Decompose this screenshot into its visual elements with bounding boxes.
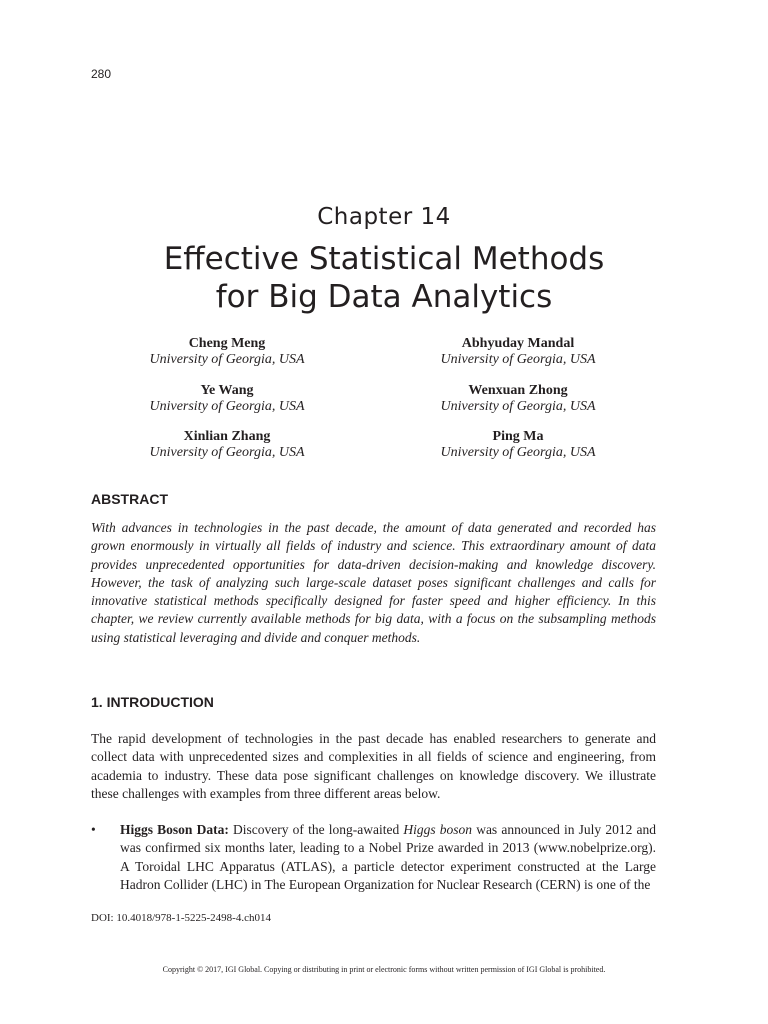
introduction-paragraph: The rapid development of technologies in the past decade has enabled researchers to generate and collect data with unprecedented sizes and complexities in all fields of science and engineering, from academia to industry. These data pose significant challenges on knowledge discovery. We illustrate these challenges with examples from three different areas below. (91, 731, 656, 801)
chapter-title-line: Effective Statistical Methods (163, 241, 605, 277)
page-number: 280 (91, 67, 112, 81)
author-affiliation: University of Georgia, USA (149, 399, 305, 414)
bullet-text-before: Discovery of the long-awaited (228, 822, 404, 837)
chapter-title-line: for Big Data Analytics (215, 279, 553, 315)
author-block (368, 336, 668, 368)
bullet-lead: Higgs Boson Data: (120, 822, 229, 837)
author-affiliation: University of Georgia, USA (440, 399, 596, 414)
author-block (77, 336, 377, 368)
introduction-heading: 1. INTRODUCTION (91, 694, 214, 710)
author-affiliation: University of Georgia, USA (149, 445, 305, 460)
bullet-symbol: • (91, 822, 96, 837)
author-block (368, 429, 668, 461)
author-name: Cheng Meng (188, 336, 266, 351)
author-name: Abhyuday Mandal (461, 336, 575, 351)
author-name: Wenxuan Zhong (468, 383, 568, 398)
bullet-emphasis: Higgs boson (403, 822, 473, 837)
author-block (77, 429, 377, 461)
bullet-item (91, 821, 656, 894)
author-block (77, 383, 377, 415)
chapter-label: Chapter 14 (317, 204, 451, 230)
copyright-notice: Copyright © 2017, IGI Global. Copying or distributing in print or electronic forms without written permission of IGI Global is prohibited. (162, 965, 606, 974)
abstract-text: With advances in technologies in the past decade, the amount of data generated and recorded has grown enormously in virtually all fields of industry and science. This extraordinary amount of data provides unprecedented opportunities for data-driven decision-making and knowledge discovery. However, the task of analyzing such large-scale dataset poses significant challenges and calls for innovative statistical methods specifically designed for faster speed and higher efficiency. In this chapter, we review currently available methods for big data, with a focus on the subsampling methods using statistical leveraging and divide and conquer methods. (91, 520, 656, 645)
abstract-heading: ABSTRACT (91, 491, 168, 507)
author-name: Ping Ma (492, 429, 544, 444)
author-block (368, 383, 668, 415)
chapter-title (0, 240, 768, 316)
author-name: Xinlian Zhang (183, 429, 271, 444)
doi: DOI: 10.4018/978-1-5225-2498-4.ch014 (91, 912, 271, 924)
author-name: Ye Wang (200, 383, 254, 398)
author-affiliation: University of Georgia, USA (149, 352, 305, 367)
author-affiliation: University of Georgia, USA (440, 352, 596, 367)
bullet-text (120, 821, 656, 894)
author-affiliation: University of Georgia, USA (440, 445, 596, 460)
bullet-text-after: was announced in July 2012 and was confirmed six months later, leading to a Nobel Prize awarded in 2013 (www.nobelprize.org). A Toroidal LHC Apparatus (ATLAS), a particle detector experiment constructed at the Large Hadron Collider (LHC) in The European Organization for Nuclear Research (CERN) is one of the (120, 822, 656, 892)
